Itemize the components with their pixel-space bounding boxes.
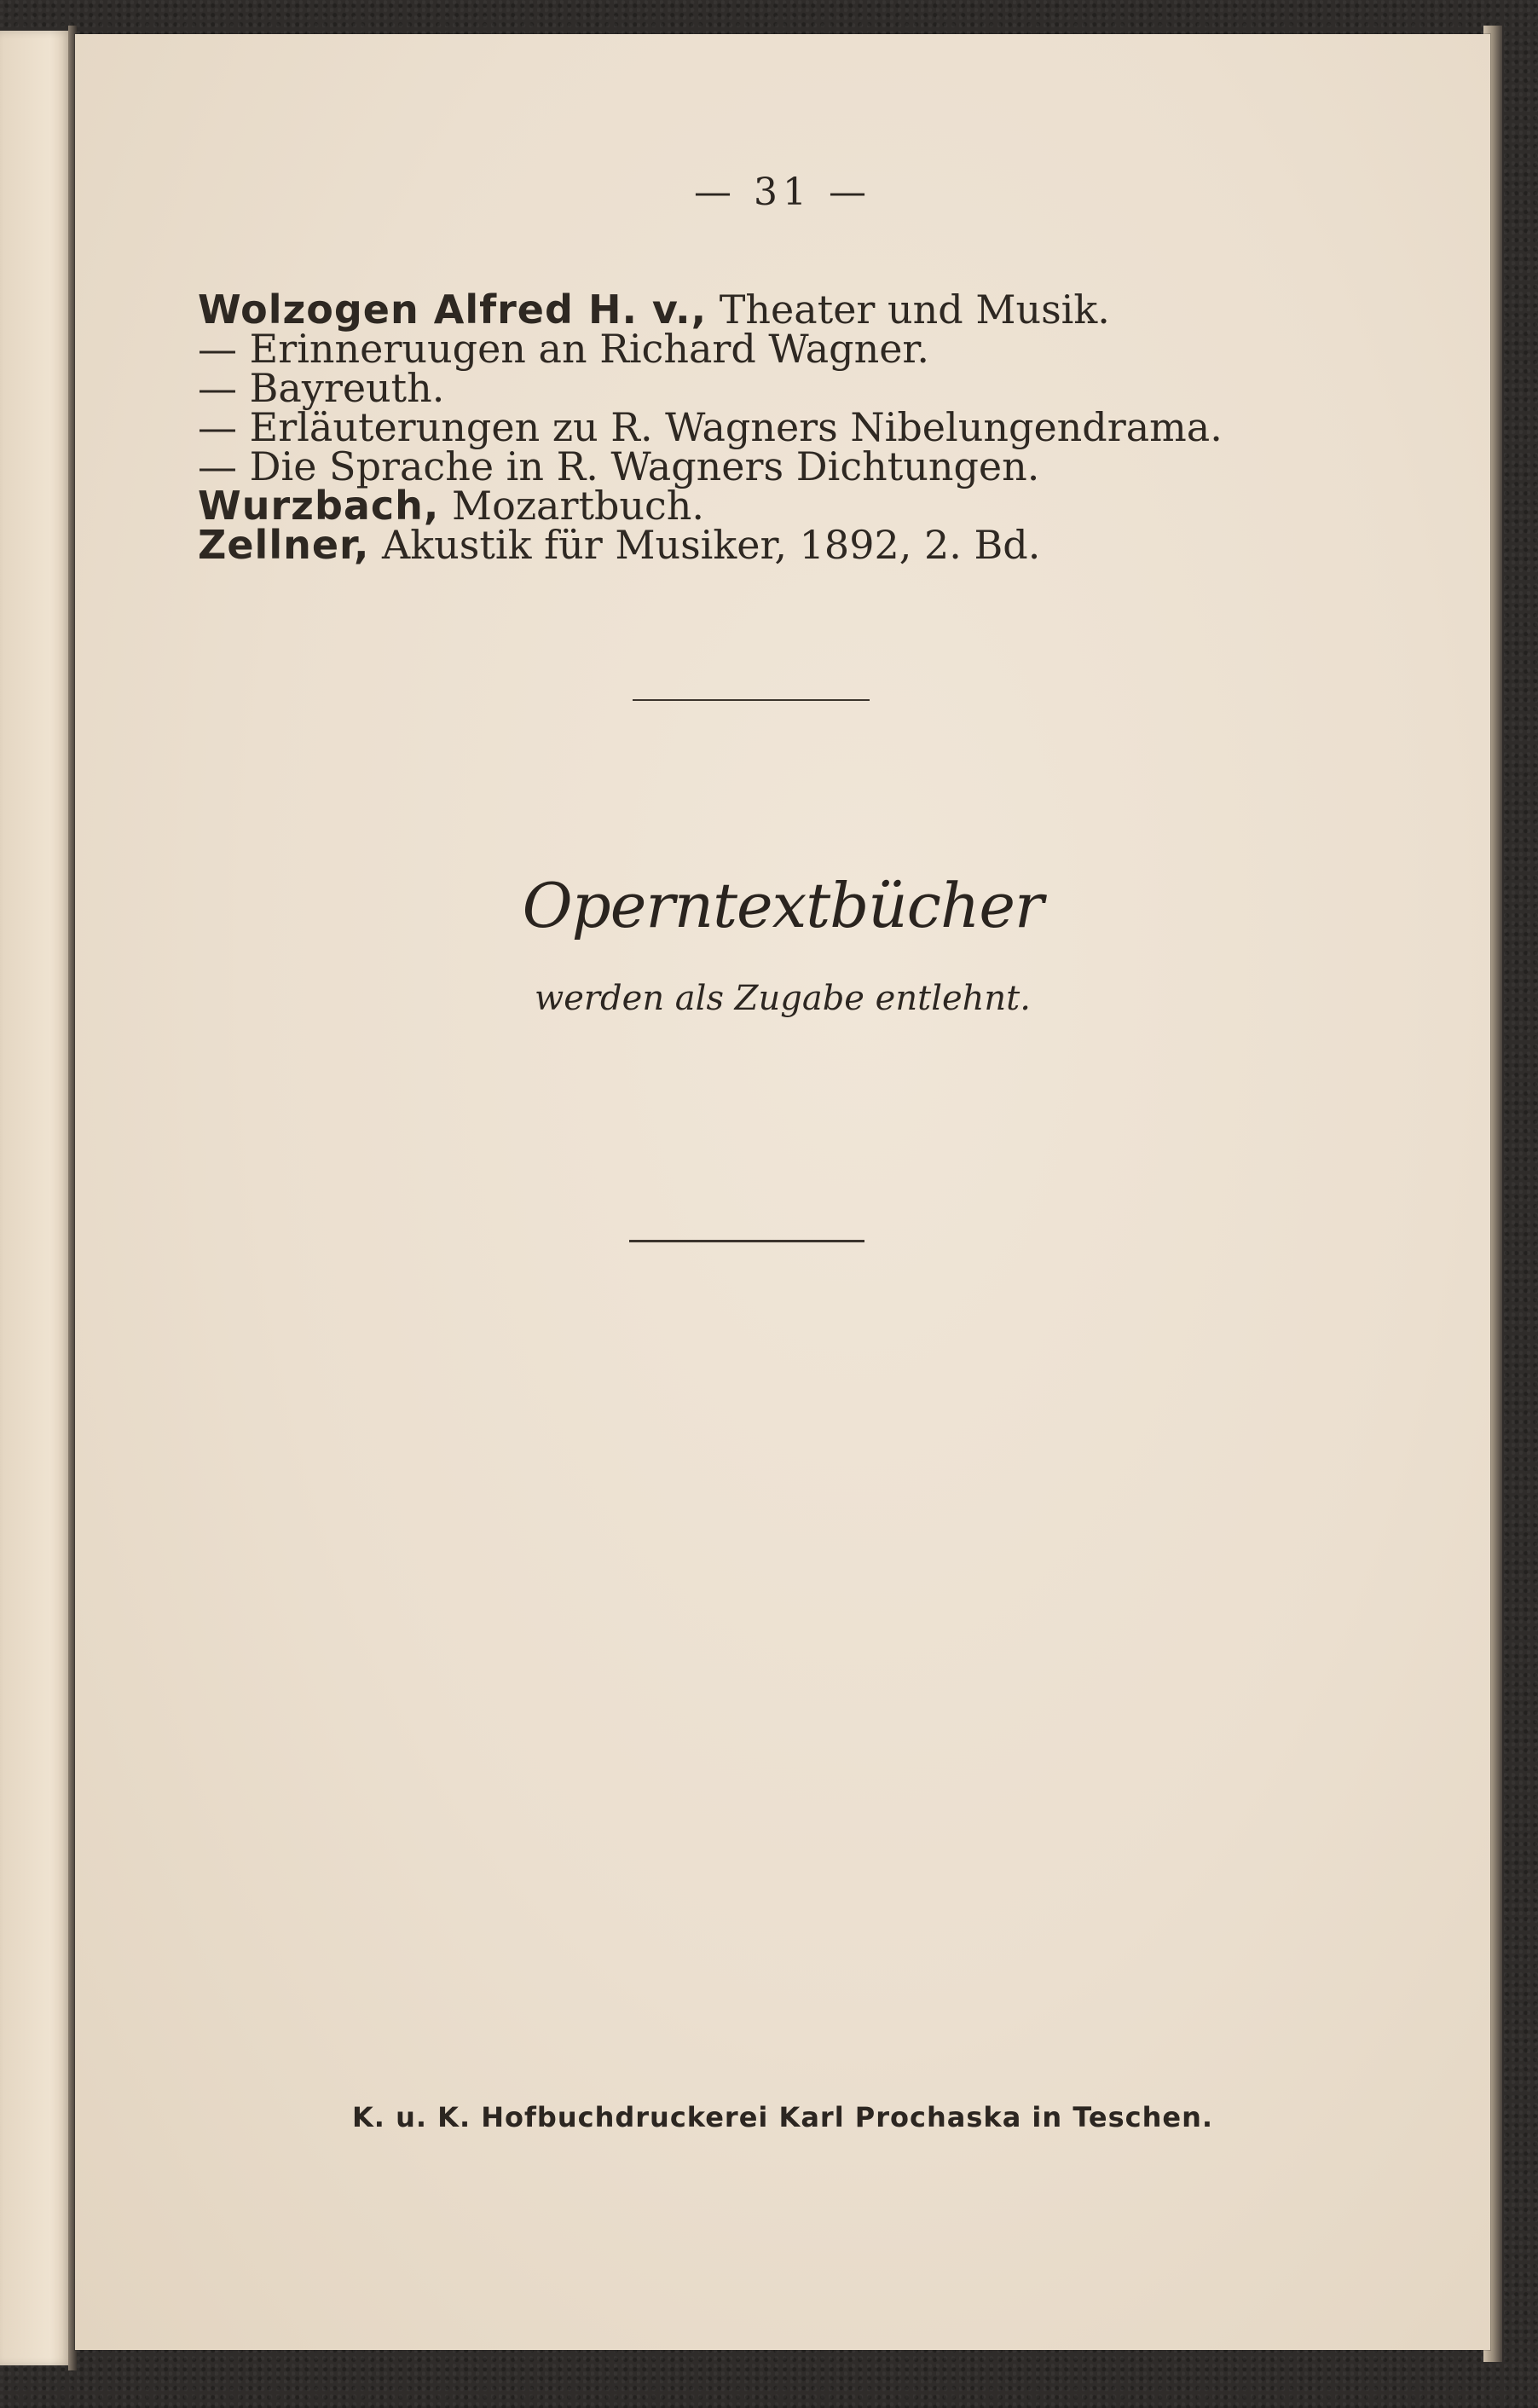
bibliography-entry bbox=[198, 404, 1349, 450]
section-subheading: werden als Zugabe entlehnt. bbox=[535, 979, 1031, 1018]
bibliography-entry bbox=[198, 326, 1349, 372]
page-number: — 31 — bbox=[694, 171, 871, 214]
bibliography-entry bbox=[198, 522, 1349, 568]
facing-page-edge bbox=[0, 31, 72, 2365]
entry-author: Zellner, bbox=[198, 522, 370, 568]
bibliography-entry bbox=[198, 483, 1349, 529]
bibliography-entry bbox=[198, 365, 1349, 411]
book-page bbox=[75, 34, 1490, 2350]
entry-title: — Erinneruugen an Richard Wagner. bbox=[198, 326, 929, 372]
bibliography-entry bbox=[198, 443, 1349, 489]
entry-title: Theater und Musik. bbox=[707, 287, 1110, 333]
divider-rule bbox=[633, 699, 870, 701]
printer-imprint: K. u. K. Hofbuchdruckerei Karl Prochaska in Teschen. bbox=[351, 2101, 1214, 2133]
bibliography-list bbox=[198, 287, 1349, 568]
entry-author: Wurzbach, bbox=[198, 483, 440, 529]
entry-title: — Bayreuth. bbox=[198, 365, 445, 411]
entry-title: Mozartbuch. bbox=[439, 483, 705, 529]
section-heading: Operntextbücher bbox=[522, 870, 1044, 941]
entry-author: Wolzogen Alfred H. v., bbox=[198, 287, 708, 333]
entry-title: — Erläuterungen zu R. Wagners Nibelungendrama. bbox=[198, 404, 1223, 450]
entry-title: — Die Sprache in R. Wagners Dichtungen. bbox=[198, 443, 1040, 489]
entry-title: Akustik für Musiker, 1892, 2. Bd. bbox=[369, 522, 1041, 568]
divider-rule bbox=[629, 1240, 864, 1242]
bibliography-entry bbox=[198, 287, 1349, 333]
